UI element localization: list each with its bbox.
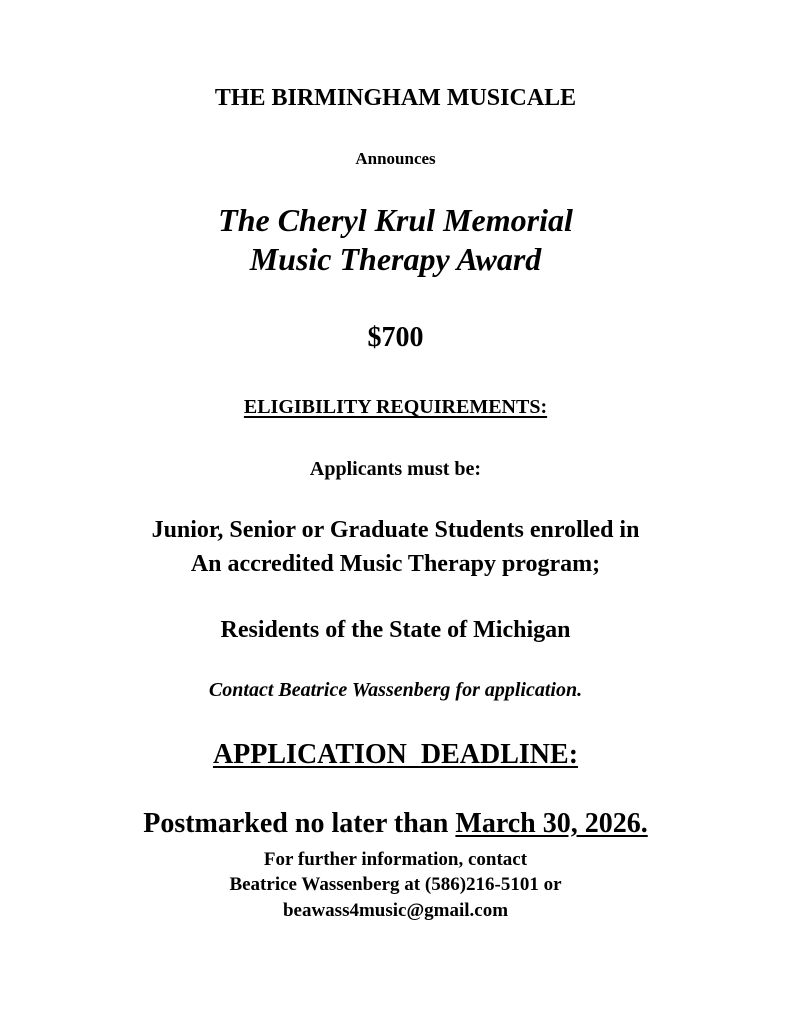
applicants-must-be: Applicants must be:: [309, 458, 482, 480]
info-contact-phone: Beatrice Wassenberg at (586)216-5101 or: [229, 874, 562, 895]
award-title-line2: Music Therapy Award: [249, 241, 542, 277]
deadline-heading: APPLICATION DEADLINE:: [212, 739, 579, 770]
announces-text: Announces: [355, 149, 436, 168]
organization-name: THE BIRMINGHAM MUSICALE: [214, 85, 577, 111]
contact-for-application: Contact Beatrice Wassenberg for application.: [208, 679, 583, 701]
requirement-residents: Residents of the State of Michigan: [220, 617, 571, 643]
info-email: beawass4music@gmail.com: [282, 900, 509, 921]
info-line1: For further information, contact: [263, 849, 528, 870]
requirement-students-line2: An accredited Music Therapy program;: [190, 551, 601, 577]
award-amount: $700: [367, 322, 424, 353]
deadline-date: March 30, 2026.: [455, 808, 648, 839]
award-title-line1: The Cheryl Krul Memorial: [218, 202, 573, 238]
eligibility-heading: ELIGIBILITY REQUIREMENTS:: [243, 396, 548, 418]
postmark-line: [0, 810, 791, 838]
requirement-students-line1: Junior, Senior or Graduate Students enrolled in: [151, 517, 640, 543]
postmark-prefix: Postmarked no later than: [143, 808, 456, 839]
